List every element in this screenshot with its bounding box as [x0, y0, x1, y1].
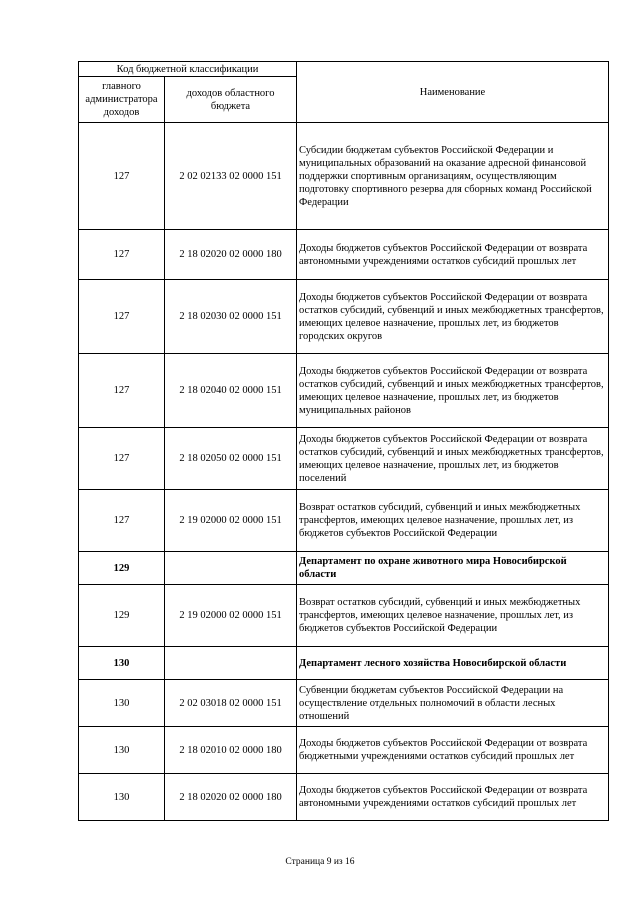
income-code-cell: 2 18 02020 02 0000 180	[165, 774, 297, 821]
table-row	[79, 727, 609, 774]
name-cell: Субвенции бюджетам субъектов Российской Федерации на осуществление отдельных полномочий в области лесных отношений	[297, 680, 609, 727]
budget-classification-table	[78, 61, 609, 821]
table-row	[79, 552, 609, 585]
name-cell: Возврат остатков субсидий, субвенций и иных межбюджетных трансфертов, имеющих целевое назначение, прошлых лет, из бюджетов субъектов Российской Федерации	[297, 585, 609, 647]
admin-code-cell: 127	[79, 428, 165, 490]
admin-code-cell: 130	[79, 647, 165, 680]
income-code-cell: 2 02 03018 02 0000 151	[165, 680, 297, 727]
income-code-cell: 2 19 02000 02 0000 151	[165, 490, 297, 552]
page-number: Страница 9 из 16	[285, 857, 355, 867]
table-row	[79, 230, 609, 280]
name-cell: Департамент по охране животного мира Новосибирской области	[297, 552, 609, 585]
income-code-cell: 2 18 02040 02 0000 151	[165, 354, 297, 428]
income-code-cell: 2 18 02030 02 0000 151	[165, 280, 297, 354]
table-row	[79, 774, 609, 821]
table-body	[79, 123, 609, 821]
table-row	[79, 123, 609, 230]
admin-code-cell: 127	[79, 280, 165, 354]
admin-code-cell: 129	[79, 552, 165, 585]
income-code-cell	[165, 552, 297, 585]
name-cell: Доходы бюджетов субъектов Российской Федерации от возврата бюджетными учреждениями остатков субсидий прошлых лет	[297, 727, 609, 774]
name-cell: Доходы бюджетов субъектов Российской Федерации от возврата автономными учреждениями остатков субсидий прошлых лет	[297, 774, 609, 821]
table-row	[79, 490, 609, 552]
admin-code-cell: 130	[79, 680, 165, 727]
table-row	[79, 680, 609, 727]
admin-code-cell: 130	[79, 774, 165, 821]
name-cell: Доходы бюджетов субъектов Российской Федерации от возврата автономными учреждениями остатков субсидий прошлых лет	[297, 230, 609, 280]
admin-code-cell: 127	[79, 123, 165, 230]
income-code-cell: 2 02 02133 02 0000 151	[165, 123, 297, 230]
name-cell: Доходы бюджетов субъектов Российской Федерации от возврата остатков субсидий, субвенций и иных межбюджетных трансфертов, имеющих целевое назначение, прошлых лет, из бюджетов муниципальных районов	[297, 354, 609, 428]
name-cell: Доходы бюджетов субъектов Российской Федерации от возврата остатков субсидий, субвенций и иных межбюджетных трансфертов, имеющих целевое назначение, прошлых лет, из бюджетов городских округов	[297, 280, 609, 354]
table-row	[79, 354, 609, 428]
header-admin-column: главного администратора доходов	[79, 77, 165, 123]
table-row	[79, 647, 609, 680]
name-cell: Департамент лесного хозяйства Новосибирской области	[297, 647, 609, 680]
income-code-cell: 2 19 02000 02 0000 151	[165, 585, 297, 647]
income-code-cell: 2 18 02020 02 0000 180	[165, 230, 297, 280]
name-cell: Возврат остатков субсидий, субвенций и иных межбюджетных трансфертов, имеющих целевое назначение, прошлых лет, из бюджетов субъектов Российской Федерации	[297, 490, 609, 552]
admin-code-cell: 130	[79, 727, 165, 774]
table-row	[79, 585, 609, 647]
header-row-top	[79, 62, 609, 77]
income-code-cell: 2 18 02010 02 0000 180	[165, 727, 297, 774]
admin-code-cell: 127	[79, 490, 165, 552]
header-income-column: доходов областного бюджета	[165, 77, 297, 123]
name-cell: Субсидии бюджетам субъектов Российской Федерации и муниципальных образований на оказание адресной финансовой поддержки спортивным организациям, осуществляющим подготовку спортивного резерва для сборных команд Российской Федерации	[297, 123, 609, 230]
admin-code-cell: 129	[79, 585, 165, 647]
admin-code-cell: 127	[79, 354, 165, 428]
table-row	[79, 428, 609, 490]
header-name-column: Наименование	[297, 62, 609, 123]
table-row	[79, 280, 609, 354]
name-cell: Доходы бюджетов субъектов Российской Федерации от возврата остатков субсидий, субвенций и иных межбюджетных трансфертов, имеющих целевое назначение, прошлых лет, из бюджетов поселений	[297, 428, 609, 490]
income-code-cell: 2 18 02050 02 0000 151	[165, 428, 297, 490]
header-group-label: Код бюджетной классификации	[79, 62, 297, 77]
income-code-cell	[165, 647, 297, 680]
admin-code-cell: 127	[79, 230, 165, 280]
